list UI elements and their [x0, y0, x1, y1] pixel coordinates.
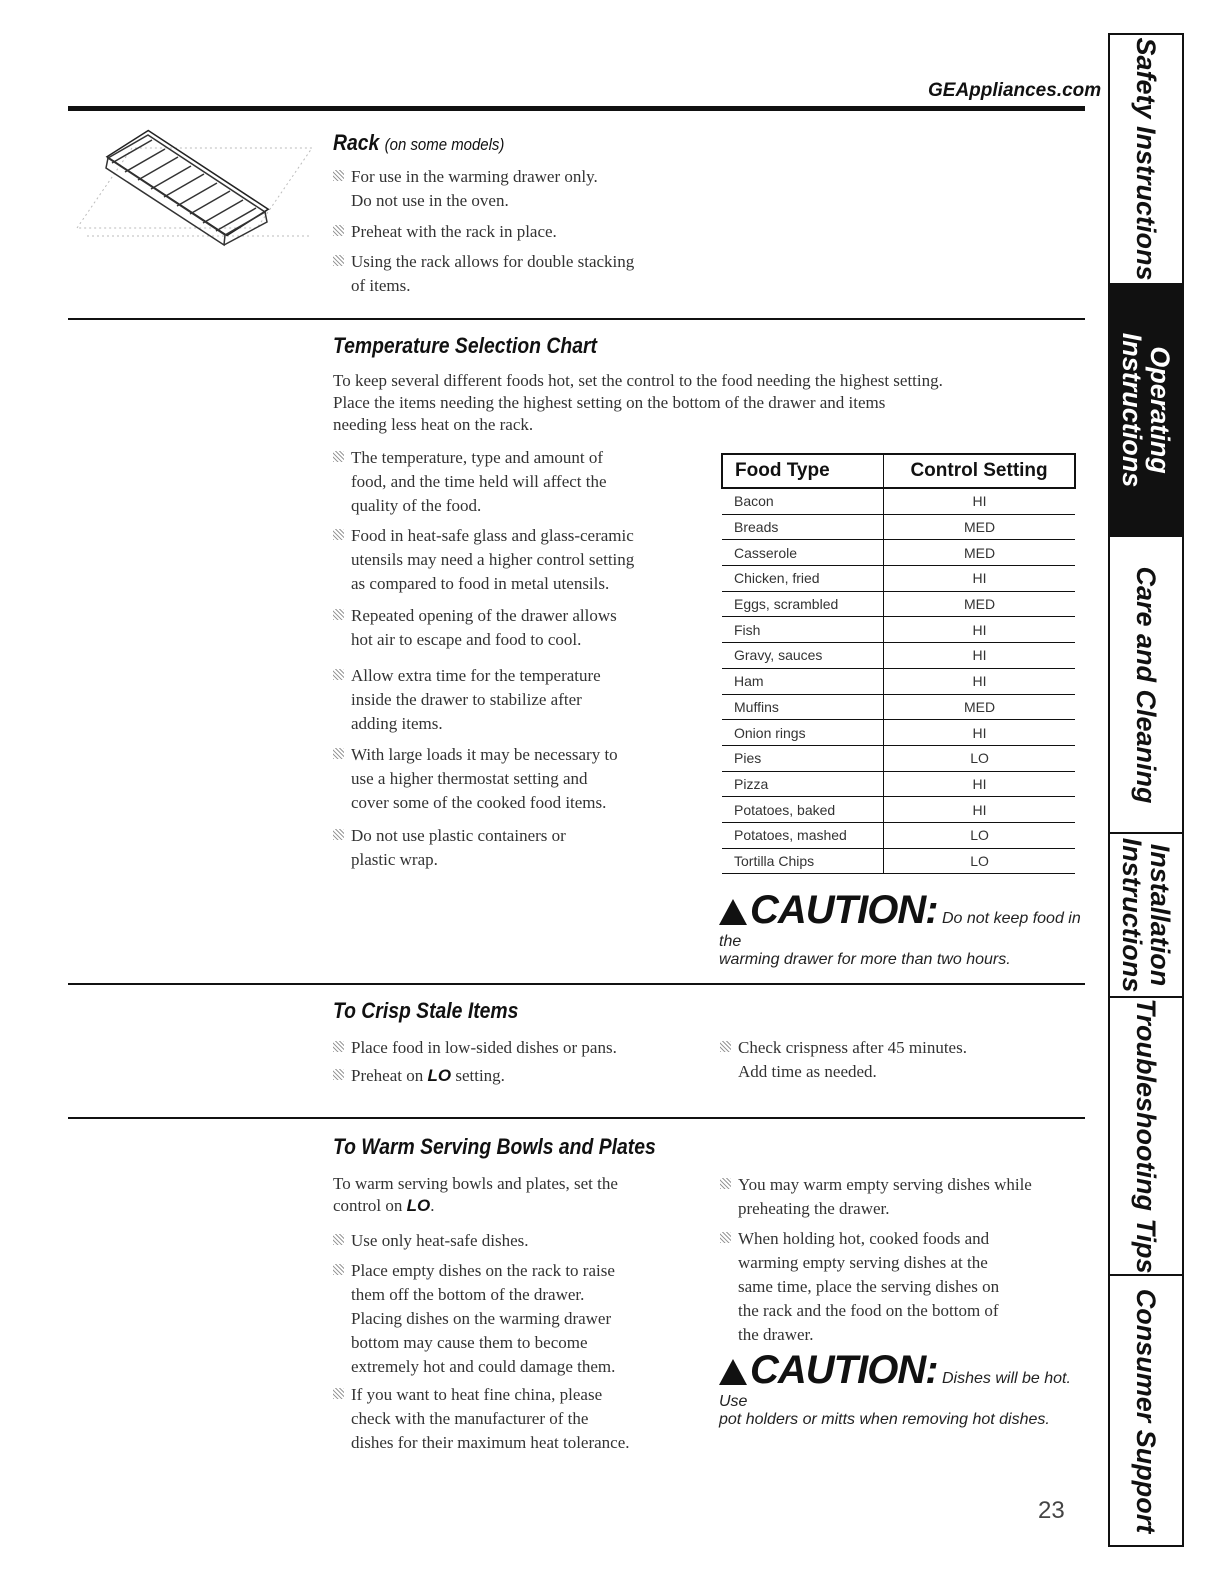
food-type-cell: Pies	[722, 745, 884, 771]
temp-chart-title: Temperature Selection Chart	[333, 333, 597, 358]
food-type-cell: Potatoes, mashed	[722, 822, 884, 848]
tab-label: Care and Cleaning	[1131, 565, 1161, 804]
rack-illustration	[72, 128, 317, 248]
caution-warning: CAUTION: Dishes will be hot. Use pot holders or mitts when removing hot dishes.	[719, 1348, 1071, 1428]
table-header-row	[722, 454, 1075, 488]
warm-intro: To warm serving bowls and plates, set the control on LO.	[333, 1174, 618, 1215]
temp-bullet: Repeated opening of the drawer allows hot air to escape and food to cool.	[333, 604, 617, 652]
setting-cell: HI	[884, 771, 1075, 797]
header-rule	[68, 106, 1085, 111]
tab-installation-instructions[interactable]	[1110, 834, 1182, 998]
setting-cell: HI	[884, 720, 1075, 746]
section-tabs	[1108, 33, 1184, 1547]
warning-triangle-icon	[719, 1359, 747, 1385]
temp-bullet: Food in heat-safe glass and glass-ceramic utensils may need a higher control setting as compared to food in metal utensils.	[333, 524, 634, 596]
bullet-icon	[333, 1388, 344, 1399]
crisp-bullet: Check crispness after 45 minutes. Add time as needed.	[720, 1036, 967, 1084]
food-type-cell: Potatoes, baked	[722, 797, 884, 823]
table-row	[722, 617, 1075, 643]
table-row	[722, 720, 1075, 746]
crisp-title: To Crisp Stale Items	[333, 998, 519, 1023]
food-setting-table	[721, 453, 1076, 874]
bullet-icon	[333, 529, 344, 540]
food-type-cell: Pizza	[722, 771, 884, 797]
temp-bullet: The temperature, type and amount of food, and the time held will affect the quality of the food.	[333, 446, 607, 518]
table-row	[722, 797, 1075, 823]
bullet-icon	[333, 829, 344, 840]
table-row	[722, 771, 1075, 797]
bullet-icon	[333, 1234, 344, 1245]
tab-label: Installation Instructions	[1117, 837, 1175, 993]
rack-bullet: Preheat with the rack in place.	[333, 220, 557, 244]
section-divider	[68, 318, 1085, 320]
warm-title: To Warm Serving Bowls and Plates	[333, 1134, 656, 1159]
site-header: GEAppliances.com	[928, 80, 1102, 101]
table-row	[722, 514, 1075, 540]
table-row	[722, 694, 1075, 720]
food-type-cell: Breads	[722, 514, 884, 540]
crisp-bullet: Place food in low-sided dishes or pans.	[333, 1036, 617, 1060]
food-type-cell: Casserole	[722, 540, 884, 566]
setting-cell: MED	[884, 540, 1075, 566]
table-row	[722, 643, 1075, 669]
bullet-icon	[720, 1232, 731, 1243]
bullet-icon	[333, 255, 344, 266]
tab-label: Consumer Support	[1131, 1288, 1161, 1533]
tab-label: Operating Instructions	[1117, 332, 1175, 488]
warm-bullet: If you want to heat fine china, please check with the manufacturer of the dishes for their maximum heat tolerance.	[333, 1383, 630, 1455]
food-type-cell: Fish	[722, 617, 884, 643]
column-header-food-type: Food Type	[722, 454, 884, 488]
table-row	[722, 848, 1075, 874]
rack-bullet: Using the rack allows for double stacking of items.	[333, 250, 634, 298]
temp-bullet: Do not use plastic containers or plastic wrap.	[333, 824, 566, 872]
food-type-cell: Muffins	[722, 694, 884, 720]
table-row	[722, 488, 1075, 514]
setting-cell: HI	[884, 617, 1075, 643]
food-type-cell: Eggs, scrambled	[722, 591, 884, 617]
page-number: 23	[1038, 1497, 1065, 1524]
food-type-cell: Onion rings	[722, 720, 884, 746]
setting-cell: LO	[884, 745, 1075, 771]
setting-cell: MED	[884, 694, 1075, 720]
setting-cell: HI	[884, 643, 1075, 669]
food-type-cell: Bacon	[722, 488, 884, 514]
bullet-icon	[333, 748, 344, 759]
food-type-cell: Gravy, sauces	[722, 643, 884, 669]
setting-cell: LO	[884, 822, 1075, 848]
table-row	[722, 668, 1075, 694]
section-divider	[68, 1117, 1085, 1119]
warning-triangle-icon	[719, 899, 747, 925]
bullet-icon	[720, 1178, 731, 1189]
setting-cell: HI	[884, 566, 1075, 592]
warm-bullet: Place empty dishes on the rack to raise them off the bottom of the drawer. Placing dishes on the warming drawer bottom may cause them to become extremely hot and could damage them.	[333, 1259, 615, 1379]
caution-warning: CAUTION: Do not keep food in the warming drawer for more than two hours.	[719, 888, 1081, 968]
section-divider	[68, 983, 1085, 985]
bullet-icon	[333, 669, 344, 680]
temp-chart-intro: To keep several different foods hot, set the control to the food needing the highest setting. Place the items needing the highest setting on the bottom of the drawer and items needing less heat on the rack.	[333, 371, 943, 434]
temp-bullet: With large loads it may be necessary to use a higher thermostat setting and cover some of the cooked food items.	[333, 743, 618, 815]
column-header-control-setting: Control Setting	[884, 454, 1075, 488]
bullet-icon	[333, 451, 344, 462]
table-row	[722, 822, 1075, 848]
setting-cell: HI	[884, 797, 1075, 823]
bullet-icon	[720, 1041, 731, 1052]
table-row	[722, 566, 1075, 592]
tab-label: Safety Instructions	[1131, 37, 1161, 281]
bullet-icon	[333, 1069, 344, 1080]
bullet-icon	[333, 170, 344, 181]
bullet-icon	[333, 1041, 344, 1052]
table-row	[722, 745, 1075, 771]
setting-cell: HI	[884, 668, 1075, 694]
bullet-icon	[333, 225, 344, 236]
temp-bullet: Allow extra time for the temperature inside the drawer to stabilize after adding items.	[333, 664, 601, 736]
food-type-cell: Ham	[722, 668, 884, 694]
tab-safety-instructions[interactable]	[1110, 35, 1182, 285]
warm-bullet: When holding hot, cooked foods and warming empty serving dishes at the same time, place the serving dishes on the rack and the food on the bottom of the drawer.	[720, 1227, 999, 1347]
rack-title: Rack (on some models)	[333, 130, 505, 155]
warm-bullet: You may warm empty serving dishes while preheating the drawer.	[720, 1173, 1032, 1221]
food-type-cell: Chicken, fried	[722, 566, 884, 592]
tab-operating-instructions[interactable]	[1110, 285, 1182, 537]
tab-troubleshooting-tips[interactable]	[1110, 998, 1182, 1276]
bullet-icon	[333, 1264, 344, 1275]
warm-bullet: Use only heat-safe dishes.	[333, 1229, 529, 1253]
tab-care-and-cleaning[interactable]	[1110, 537, 1182, 834]
tab-consumer-support[interactable]	[1110, 1276, 1182, 1545]
food-type-cell: Tortilla Chips	[722, 848, 884, 874]
tab-label: Troubleshooting Tips	[1131, 998, 1161, 1274]
setting-cell: MED	[884, 591, 1075, 617]
setting-cell: MED	[884, 514, 1075, 540]
table-row	[722, 591, 1075, 617]
bullet-icon	[333, 609, 344, 620]
setting-cell: HI	[884, 488, 1075, 514]
setting-cell: LO	[884, 848, 1075, 874]
rack-bullet: For use in the warming drawer only. Do not use in the oven.	[333, 165, 598, 213]
table-row	[722, 540, 1075, 566]
crisp-bullet: Preheat on LO setting.	[333, 1064, 505, 1088]
